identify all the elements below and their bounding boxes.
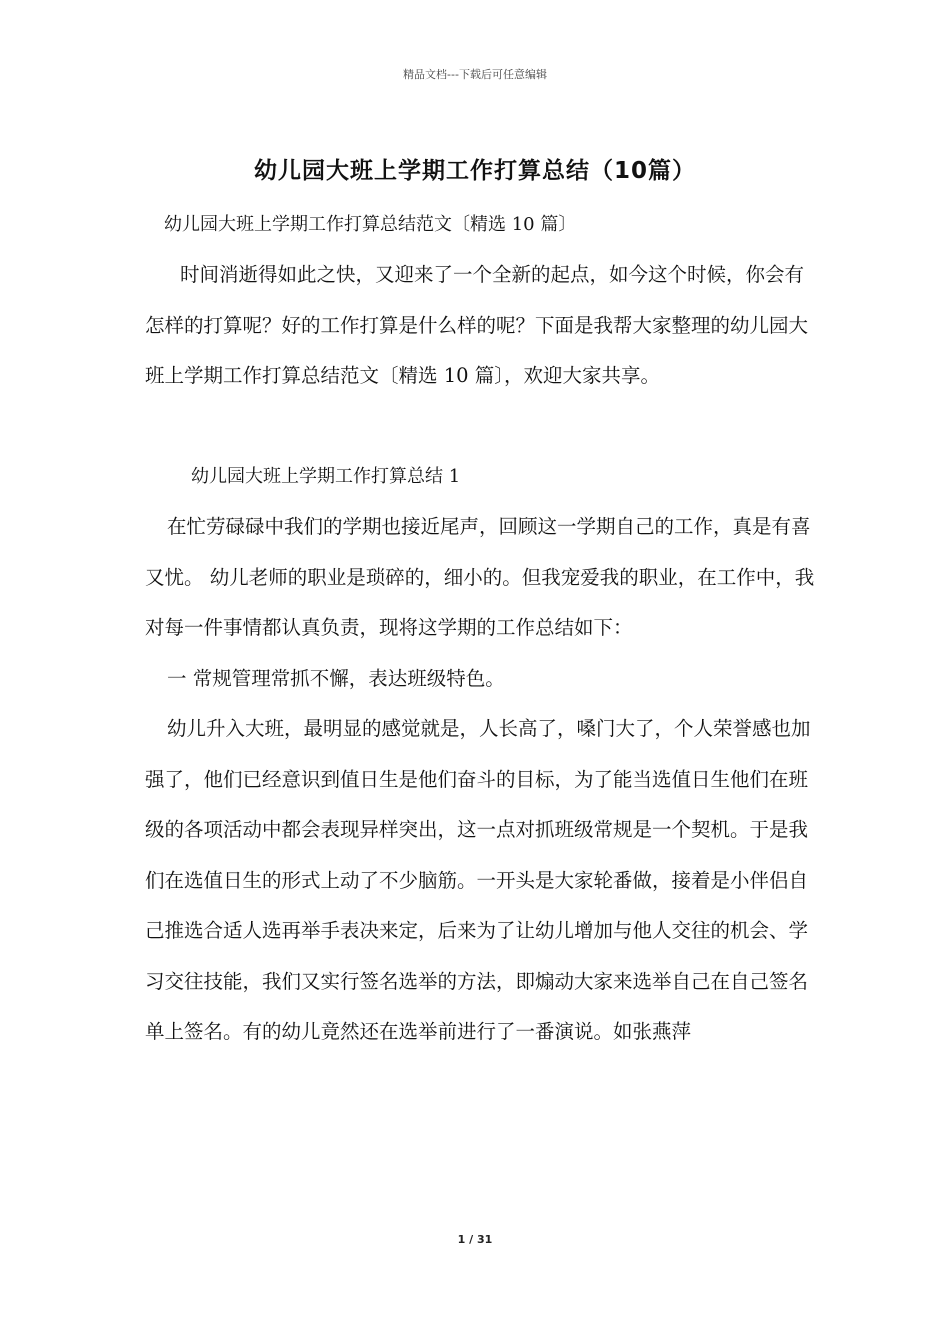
- intro-paragraph: 时间消逝得如此之快，又迎来了一个全新的起点，如今这个时候，你会有怎样的打算呢？好的工作打算是什么样的呢？下面是我帮大家整理的幼儿园大班上学期工作打算总结范文〔精选 10 篇〕，欢迎大家共享。: [145, 263, 809, 387]
- page-number: 1 / 31: [457, 1233, 493, 1246]
- document-title: 幼儿园大班上学期工作打算总结（10篇）: [253, 158, 696, 184]
- section-heading-1: 一 常规管理常抓不懈，表达班级特色。: [167, 666, 505, 690]
- page-header: 精品文档---下载后可任意编辑: [403, 68, 547, 81]
- section-title: 幼儿园大班上学期工作打算总结 1: [191, 465, 461, 487]
- body-paragraph-2: 幼儿升入大班，最明显的感觉就是，人长高了，嗓门大了，个人荣誉感也加强了，他们已经意识到值日生是他们奋斗的目标，为了能当选值日生他们在班级的各项活动中都会表现异样突出，这一点对抓班级常规是一个契机。于是我们在选值日生的形式上动了不少脑筋。一开头是大家轮番做，接着是小伴侣自己推选合适人选再举手表决来定，后来为了让幼儿增加与他人交往的机会、学习交往技能，我们又实行签名选举的方法，即煽动大家来选举自己在自己签名单上签名。有的幼儿竟然还在选举前进行了一番演说。如张燕萍: [145, 717, 811, 1043]
- document-body: [145, 250, 821, 1058]
- document-subtitle: 幼儿园大班上学期工作打算总结范文〔精选 10 篇〕: [164, 214, 577, 235]
- section-spacer: [145, 402, 821, 452]
- body-paragraph-1: 在忙劳碌碌中我们的学期也接近尾声，回顾这一学期自己的工作，真是有喜又忧。 幼儿老师的职业是琐碎的，细小的。但我宠爱我的职业，在工作中，我对每一件事情都认真负责，现将这学期的工作总结如下：: [145, 515, 815, 639]
